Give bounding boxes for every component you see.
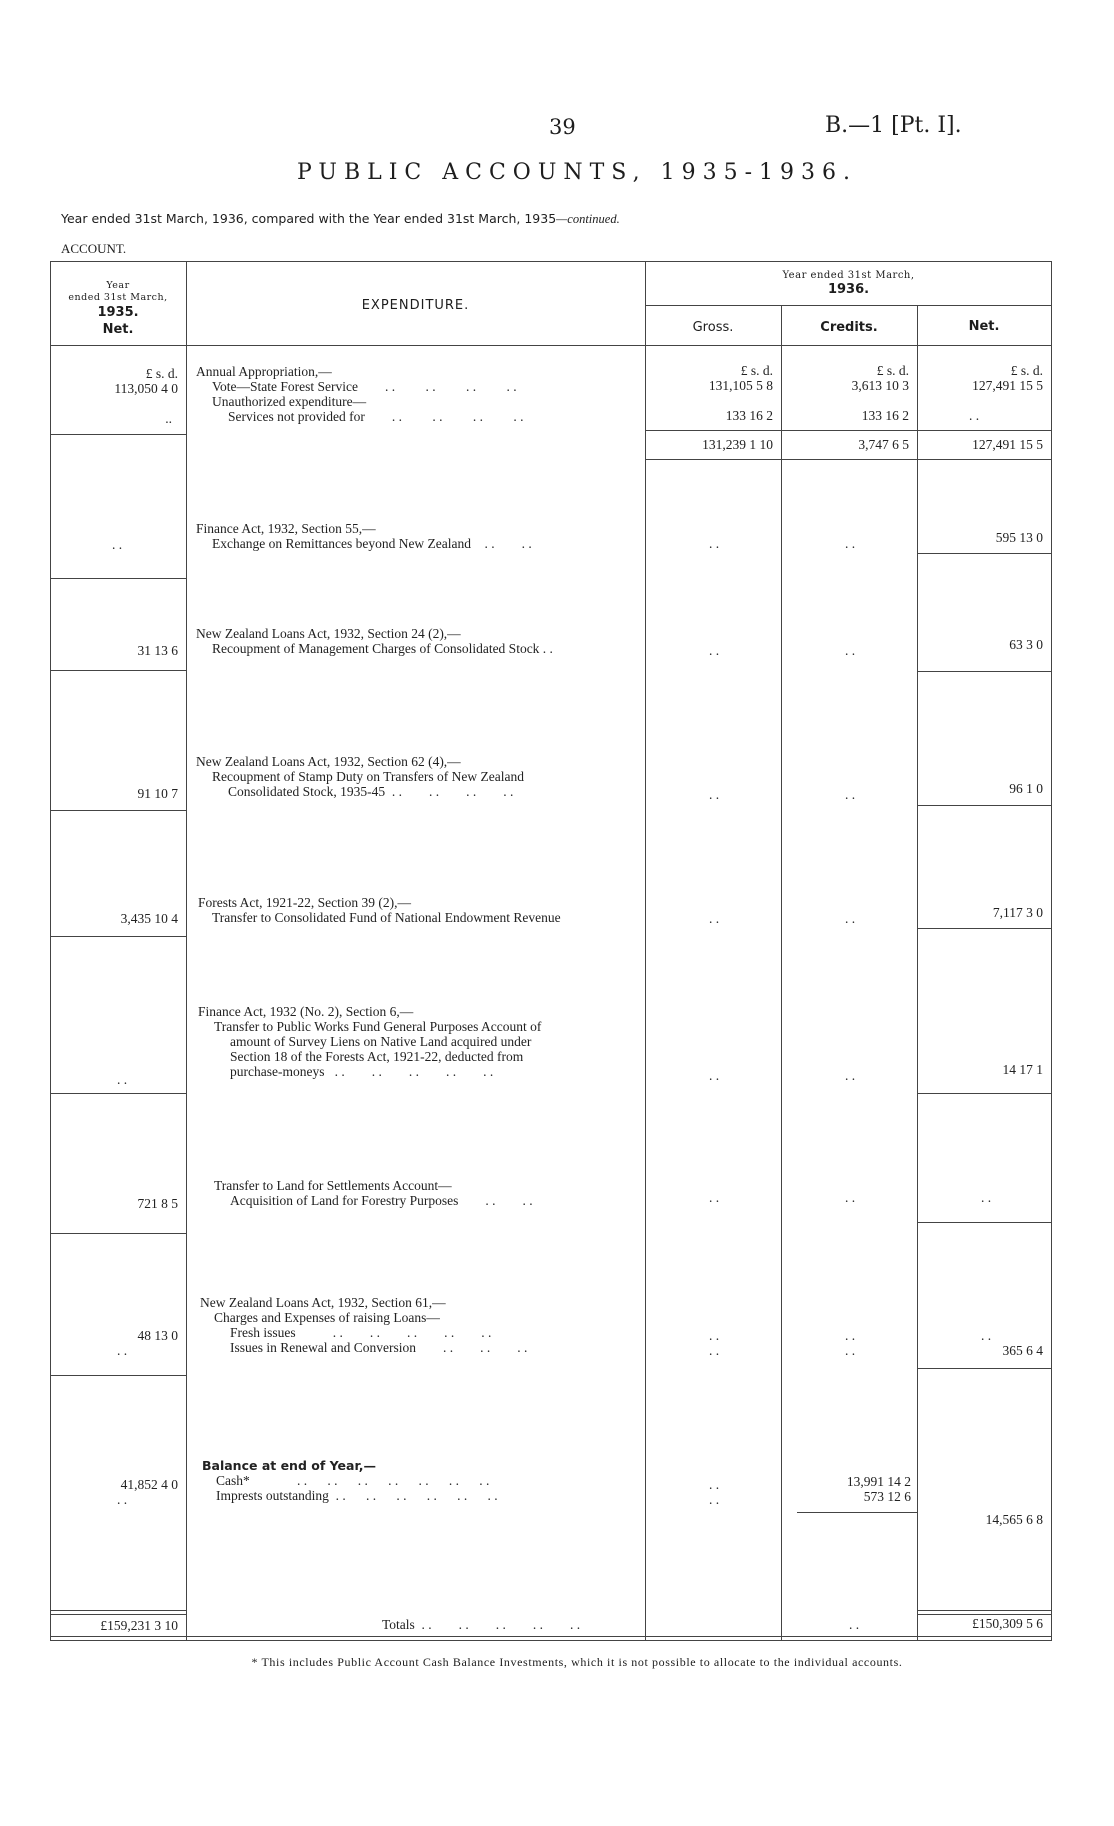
cur-year-header-line1: Year ended 31st March, <box>782 270 915 281</box>
prev-year-header-year: 1935. <box>97 305 139 320</box>
prev-row-rule <box>50 810 186 811</box>
net-row-rule <box>917 805 1051 806</box>
page-number: 39 <box>549 115 576 139</box>
totals-rule <box>917 1610 1051 1611</box>
prev-row-rule <box>50 1093 186 1094</box>
row-description <box>196 521 532 551</box>
credits-value: . . <box>845 787 856 802</box>
subtitle-continued: —continued. <box>556 212 620 226</box>
row-description <box>196 364 523 424</box>
credits-value: . . <box>845 1068 856 1083</box>
row-description <box>196 754 524 799</box>
totals-rule <box>50 1636 1052 1637</box>
description-line: Recoupment of Stamp Duty on Transfers of New Zealand <box>212 769 524 784</box>
col-rule-right <box>1051 261 1052 1641</box>
col-rule-2 <box>645 261 646 1641</box>
net-value: 127,491 15 5 <box>972 378 1043 393</box>
description-line: Balance at end of Year,— <box>202 1458 377 1473</box>
net-value: 595 13 0 <box>995 530 1043 545</box>
net-value: 7,117 3 0 <box>992 905 1043 920</box>
gross-value: . . <box>709 911 720 926</box>
description-line: Unauthorized expenditure— <box>212 394 367 409</box>
table-top-rule <box>50 261 1052 262</box>
credits-value: . . <box>845 1343 856 1358</box>
description-line: Exchange on Remittances beyond New Zealand . . . . <box>212 536 532 551</box>
expenditure-header: EXPENDITURE. <box>361 298 470 313</box>
credits-value: 573 12 6 <box>863 1489 911 1504</box>
row-description <box>198 1004 541 1079</box>
prev-net-value: 721 8 5 <box>137 1196 178 1211</box>
prev-row-rule <box>50 434 186 435</box>
row-description <box>214 1178 533 1208</box>
net-row-rule <box>917 671 1051 672</box>
prev-year-header-line1: Year <box>106 280 130 291</box>
description-line: New Zealand Loans Act, 1932, Section 61,— <box>200 1295 446 1310</box>
prev-net-value: 48 13 0 <box>137 1328 178 1343</box>
credits-value: 13,991 14 2 <box>846 1474 911 1489</box>
description-line: purchase-moneys . . . . . . . . . . <box>230 1064 494 1079</box>
credits-subtotal: 3,747 6 5 <box>858 437 909 452</box>
prev-net-value: 91 10 7 <box>137 786 178 801</box>
net-value: 96 1 0 <box>1009 781 1043 796</box>
net-row-rule <box>917 553 1051 554</box>
document-reference: B.—1 [Pt. I]. <box>825 113 962 138</box>
totals-label: Totals . . . . . . . . . . <box>382 1617 581 1632</box>
totals-rule <box>917 1614 1051 1615</box>
col-rule-3 <box>781 305 782 1640</box>
description-line: Acquisition of Land for Forestry Purposes . . . . <box>230 1193 533 1208</box>
prev-total: £159,231 3 10 <box>100 1618 178 1633</box>
gross-subtotal: 131,239 1 10 <box>702 437 773 452</box>
credits-value: . . <box>845 1190 856 1205</box>
description-line: Vote—State Forest Service . . . . . . . . <box>212 379 517 394</box>
description-line: Charges and Expenses of raising Loans— <box>214 1310 440 1325</box>
col-rule-4 <box>917 305 918 1640</box>
net-value: 365 6 4 <box>1002 1343 1043 1358</box>
footnote: * This includes Public Account Cash Balance Investments, which it is not possible to allocate to the individual accounts. <box>251 1655 903 1669</box>
subtotal-rule <box>645 459 1052 460</box>
description-line: Transfer to Land for Settlements Account— <box>214 1178 452 1193</box>
description-line: Finance Act, 1932, Section 55,— <box>196 521 376 536</box>
cur-year-header-year: 1936. <box>827 282 870 297</box>
credits-value: 133 16 2 <box>861 408 909 423</box>
gross-value: . . <box>709 643 720 658</box>
prev-net-value: . . <box>117 1343 128 1358</box>
credits-value: . . <box>845 643 856 658</box>
net-value: . . <box>981 1190 992 1205</box>
prev-net-value: . . <box>117 1072 128 1087</box>
net-header: Net. <box>968 319 1000 334</box>
credits-value: 3,613 10 3 <box>851 378 909 393</box>
gross-value: . . <box>709 1068 720 1083</box>
prev-net-value: .. <box>165 411 172 426</box>
row-description <box>200 1295 527 1355</box>
row-description <box>196 626 553 656</box>
gross-value: 131,105 5 8 <box>708 378 773 393</box>
description-line: Issues in Renewal and Conversion . . . . . . <box>230 1340 528 1355</box>
prev-year-header-line2: ended 31st March, <box>68 292 168 303</box>
section-heading: ACCOUNT. <box>61 241 127 256</box>
totals-rule <box>50 1610 186 1611</box>
description-line: Recoupment of Management Charges of Consolidated Stock . . <box>212 641 553 656</box>
net-row-rule <box>917 928 1051 929</box>
credits-sum-rule <box>797 1512 917 1513</box>
credits-total: . . <box>849 1617 860 1632</box>
header-rule <box>50 345 1052 346</box>
net-value: 63 3 0 <box>1009 637 1043 652</box>
net-total: £150,309 5 6 <box>972 1616 1043 1631</box>
net-value: . . <box>969 408 980 423</box>
net-row-rule <box>917 1368 1051 1369</box>
prev-row-rule <box>50 936 186 937</box>
description-line: New Zealand Loans Act, 1932, Section 24 (2),— <box>196 626 461 641</box>
subtotal-rule <box>645 430 1052 431</box>
description-line: Fresh issues . . . . . . . . . . <box>230 1325 492 1340</box>
units-credits: £ s. d. <box>876 363 909 378</box>
net-value: 14,565 6 8 <box>985 1512 1043 1527</box>
units-gross: £ s. d. <box>740 363 773 378</box>
row-description <box>198 895 561 925</box>
credits-value: . . <box>845 911 856 926</box>
gross-value: . . <box>709 1343 720 1358</box>
net-row-rule <box>917 1093 1051 1094</box>
net-value: 14 17 1 <box>1002 1062 1043 1077</box>
col-rule-left <box>50 261 51 1641</box>
description-line: Finance Act, 1932 (No. 2), Section 6,— <box>198 1004 414 1019</box>
year-header-rule <box>645 305 1052 306</box>
description-line: Consolidated Stock, 1935-45 . . . . . . . . <box>228 784 514 799</box>
col-rule-1 <box>186 261 187 1641</box>
description-line: Forests Act, 1921-22, Section 39 (2),— <box>198 895 411 910</box>
gross-value: . . <box>709 536 720 551</box>
gross-value: . . <box>709 787 720 802</box>
description-line: Annual Appropriation,— <box>196 364 332 379</box>
prev-row-rule <box>50 578 186 579</box>
prev-row-rule <box>50 1233 186 1234</box>
description-line: Cash* . . . . . . . . . . . . . . <box>216 1473 490 1488</box>
net-subtotal: 127,491 15 5 <box>972 437 1043 452</box>
totals-rule <box>50 1614 186 1615</box>
gross-value: . . <box>709 1492 720 1507</box>
description-line: Transfer to Consolidated Fund of National Endowment Revenue <box>212 910 561 925</box>
gross-value: . . <box>709 1190 720 1205</box>
prev-net-value: . . <box>112 537 123 552</box>
description-line: Section 18 of the Forests Act, 1921-22, deducted from <box>230 1049 524 1064</box>
gross-value: 133 16 2 <box>725 408 773 423</box>
description-line: New Zealand Loans Act, 1932, Section 62 (4),— <box>196 754 461 769</box>
subtitle <box>61 211 620 227</box>
prev-row-rule <box>50 670 186 671</box>
net-row-rule <box>917 1222 1051 1223</box>
prev-net-value: 3,435 10 4 <box>120 911 178 926</box>
gross-header: Gross. <box>692 320 734 335</box>
units-prev: £ s. d. <box>145 366 178 381</box>
description-line: amount of Survey Liens on Native Land acquired under <box>230 1034 532 1049</box>
prev-net-value: 31 13 6 <box>137 643 178 658</box>
credits-value: . . <box>845 536 856 551</box>
subtitle-main: Year ended 31st March, 1936, compared with the Year ended 31st March, 1935 <box>61 211 557 226</box>
gross-value: . . <box>709 1328 720 1343</box>
net-value: . . <box>981 1328 992 1343</box>
prev-year-header-net: Net. <box>102 322 134 337</box>
gross-value: . . <box>709 1477 720 1492</box>
prev-net-value: 113,050 4 0 <box>114 381 178 396</box>
description-line: Imprests outstanding . . . . . . . . . . . . <box>216 1488 498 1503</box>
table-bottom-rule <box>50 1640 1052 1641</box>
credits-header: Credits. <box>820 320 878 335</box>
prev-net-value: . . <box>117 1492 128 1507</box>
units-net: £ s. d. <box>1010 363 1043 378</box>
row-description <box>202 1458 498 1503</box>
page-title: PUBLIC ACCOUNTS, 1935-1936. <box>297 160 857 185</box>
description-line: Transfer to Public Works Fund General Purposes Account of <box>214 1019 542 1034</box>
prev-row-rule <box>50 1375 186 1376</box>
description-line: Services not provided for . . . . . . . . <box>228 409 524 424</box>
prev-net-value: 41,852 4 0 <box>120 1477 178 1492</box>
credits-value: . . <box>845 1328 856 1343</box>
